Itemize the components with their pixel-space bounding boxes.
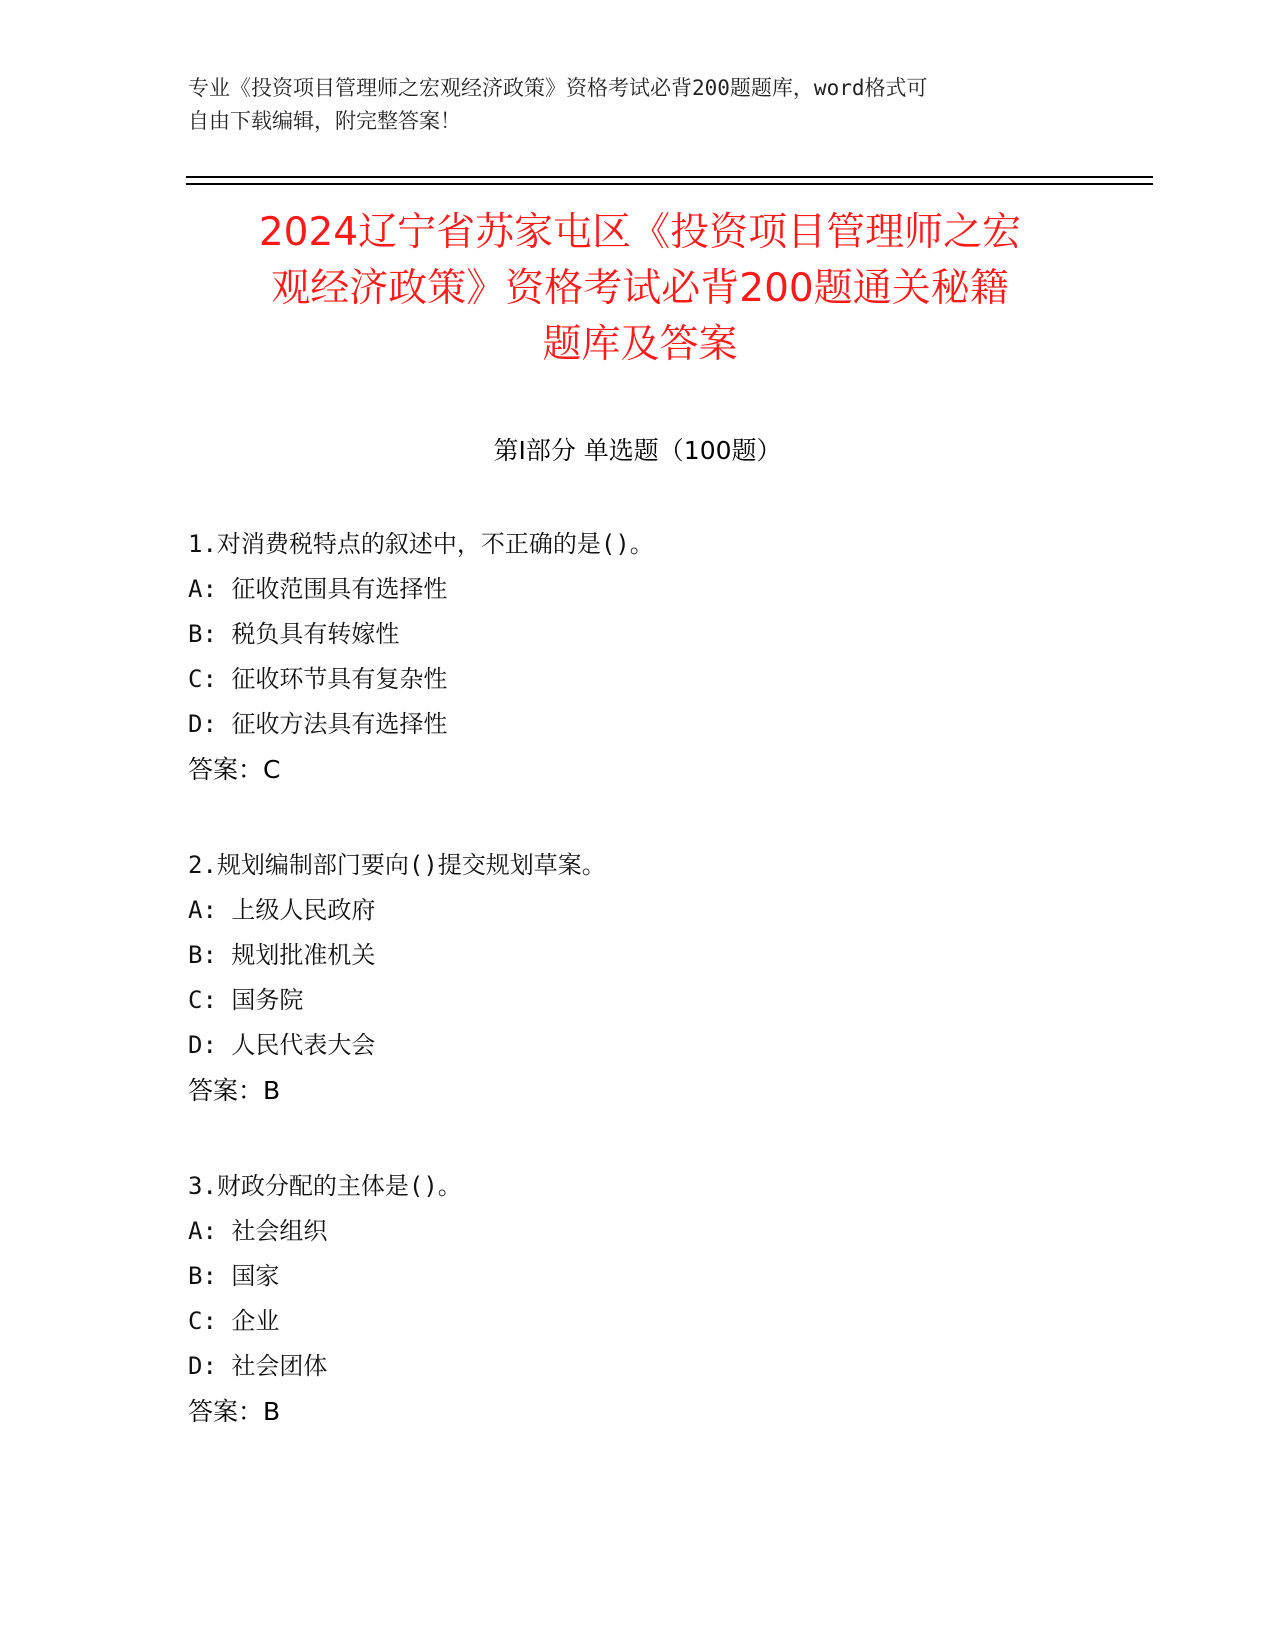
option-d: D: 征收方法具有选择性 <box>188 710 448 738</box>
option-b: B: 规划批准机关 <box>188 941 376 969</box>
title-line-2: 观经济政策》资格考试必背200题通关秘籍 <box>271 266 1009 311</box>
question-item <box>188 843 1088 1113</box>
option-d: D: 人民代表大会 <box>188 1031 376 1059</box>
option-c: C: 征收环节具有复杂性 <box>188 665 448 693</box>
option-c: C: 企业 <box>188 1307 280 1335</box>
question-stem: 2.规划编制部门要向()提交规划草案。 <box>188 851 606 879</box>
header-divider-bottom <box>186 183 1153 185</box>
option-b: B: 国家 <box>188 1262 280 1290</box>
answer-label: 答案：C <box>188 755 281 784</box>
question-stem: 1.对消费税特点的叙述中，不正确的是()。 <box>188 530 654 558</box>
header-note-line-1: 专业《投资项目管理师之宏观经济政策》资格考试必背200题题库，word格式可 <box>188 76 928 100</box>
header-note-line-2: 自由下载编辑，附完整答案！ <box>188 109 461 133</box>
question-item <box>188 522 1088 792</box>
option-b: B: 税负具有转嫁性 <box>188 620 400 648</box>
option-a: A: 征收范围具有选择性 <box>188 575 448 603</box>
answer-label: 答案：B <box>188 1076 281 1105</box>
header-note <box>188 72 1088 138</box>
question-stem: 3.财政分配的主体是()。 <box>188 1172 462 1200</box>
title-line-3: 题库及答案 <box>542 322 738 367</box>
section-heading: 第Ⅰ部分 单选题（100题） <box>493 436 782 465</box>
question-item <box>188 1164 1088 1434</box>
option-a: A: 社会组织 <box>188 1217 328 1245</box>
option-a: A: 上级人民政府 <box>188 896 376 924</box>
answer-label: 答案：B <box>188 1397 281 1426</box>
document-title <box>160 205 1120 373</box>
title-line-1: 2024辽宁省苏家屯区《投资项目管理师之宏 <box>258 210 1022 255</box>
question-list <box>188 522 1088 1485</box>
option-c: C: 国务院 <box>188 986 304 1014</box>
option-d: D: 社会团体 <box>188 1352 328 1380</box>
header-divider-top <box>186 176 1153 178</box>
